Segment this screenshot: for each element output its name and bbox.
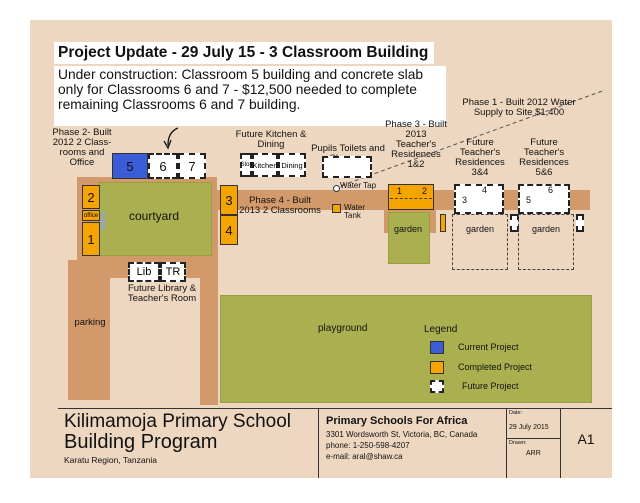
header-note: Under construction: Classroom 5 building and concrete slab only for Classrooms 6 and 7 - $12,500 needed to complete remaining Classrooms 6 and 7 building. [58, 67, 424, 112]
office [82, 210, 100, 221]
title-block-top-rule [58, 408, 612, 409]
legend-completed-swatch [430, 361, 444, 374]
title-block-divider [318, 408, 319, 478]
pupils-toilets-label: Pupils Toilets and [311, 143, 385, 154]
region: Karatu Region, Tanzania [64, 455, 157, 465]
phase2-label: Phase 2- Built 2012 2 Class- rooms and Office [52, 127, 112, 168]
future-res34-label: Future Teacher's Residences 3&4 [455, 137, 505, 178]
legend-current-swatch [430, 341, 444, 354]
water-tap-icon [333, 185, 340, 192]
classroom-2 [82, 185, 100, 209]
date-label: Date: [509, 410, 523, 416]
drawn-label: Drawn: [509, 440, 527, 446]
kitchen-label: Kitchen [252, 160, 278, 170]
garden-3-4-label: garden [465, 224, 495, 234]
playground-label: playground [318, 323, 368, 334]
storage-label: Stor [240, 162, 252, 168]
residence-3-number: 3 [462, 195, 468, 205]
parking-label: parking [74, 317, 106, 328]
classroom-5-number: 5 [126, 158, 134, 174]
courtyard-label: courtyard [128, 209, 180, 223]
classroom-3-number: 3 [225, 192, 233, 208]
road-left [68, 260, 110, 400]
dining-room [278, 153, 306, 177]
garden-future-5-6 [518, 214, 574, 270]
playground [220, 295, 592, 403]
teachers-room-label: TR [165, 266, 181, 278]
teachers-room [160, 262, 186, 282]
classroom-5 [112, 153, 148, 179]
phase1-label: Phase 1 - Built 2012 Water Supply to Site $1,400 [462, 97, 576, 118]
classroom-3 [220, 185, 238, 215]
legend-completed-label: Completed Project [458, 362, 533, 372]
legend-future-swatch [430, 380, 444, 393]
residence-5-number: 5 [526, 195, 532, 205]
header-title: Project Update - 29 July 15 - 3 Classroom Building [58, 44, 429, 61]
future-library-label: Future Library & Teacher's Room [127, 283, 197, 304]
office-step [101, 212, 105, 230]
water-tank [332, 204, 341, 213]
org-name: Primary Schools For Africa [326, 415, 468, 427]
residence-1-2 [388, 184, 434, 210]
phase3-label: Phase 3 - Built 2013 Teacher's Residences 1&2 [385, 119, 447, 170]
classroom-1 [82, 222, 100, 256]
library-room [128, 262, 160, 282]
water-tank-label: Water Tank [344, 203, 366, 221]
storage-room [240, 153, 252, 177]
classroom-7 [178, 153, 206, 179]
program-name: Building Program [64, 431, 218, 453]
dining-label: Dining [281, 160, 303, 170]
future-res56-label: Future Teacher's Residences 5&6 [519, 137, 569, 178]
legend-future-label: Future Project [462, 381, 519, 391]
classroom-6-number: 6 [159, 158, 167, 174]
classroom-4-number: 4 [225, 222, 233, 238]
phase4-label: Phase 4 - Built 2013 2 Classrooms [239, 195, 321, 216]
org-email: e-mail: aral@shaw.ca [326, 452, 403, 461]
classroom-7-number: 7 [188, 158, 196, 174]
classroom-4 [220, 215, 238, 245]
school-name: Kilimamoja Primary School [64, 411, 292, 432]
small-future-block-b [576, 214, 584, 232]
title-block-divider-2 [506, 408, 507, 478]
classroom-6 [148, 153, 178, 179]
legend-title: Legend [424, 324, 458, 335]
water-tap-label: Water Tap [340, 181, 377, 190]
title-block-date-rule [506, 438, 560, 439]
library-room-label: Lib [136, 266, 152, 278]
small-completed-block-a [440, 214, 446, 232]
site-plan-sheet [30, 20, 612, 478]
residence-6-number: 6 [548, 185, 554, 195]
org-phone: phone: 1-250-598-4207 [326, 441, 410, 450]
sheet-number: A1 [577, 431, 595, 447]
office-label: office [83, 212, 99, 219]
garden-1-label: garden [393, 224, 423, 234]
residence-1-number: 1 [397, 186, 403, 196]
future-kitchen-label: Future Kitchen & Dining [235, 129, 307, 150]
drawn-value: ARR [526, 450, 541, 457]
classroom-2-number: 2 [87, 189, 95, 205]
legend-current-label: Current Project [458, 342, 519, 352]
garden-future-3-4 [452, 214, 508, 270]
residence-2-number: 2 [422, 186, 428, 196]
pupils-toilets [322, 156, 372, 178]
garden-5-6-label: garden [531, 224, 561, 234]
org-address: 3301 Wordsworth St, Victoria, BC, Canada [326, 430, 478, 439]
garden-1 [388, 212, 430, 264]
residence-4-number: 4 [482, 185, 488, 195]
classroom-1-number: 1 [87, 231, 95, 247]
kitchen-room [252, 153, 278, 177]
date-value: 29 July 2015 [509, 424, 549, 431]
residence-1-2-divider [390, 198, 432, 199]
